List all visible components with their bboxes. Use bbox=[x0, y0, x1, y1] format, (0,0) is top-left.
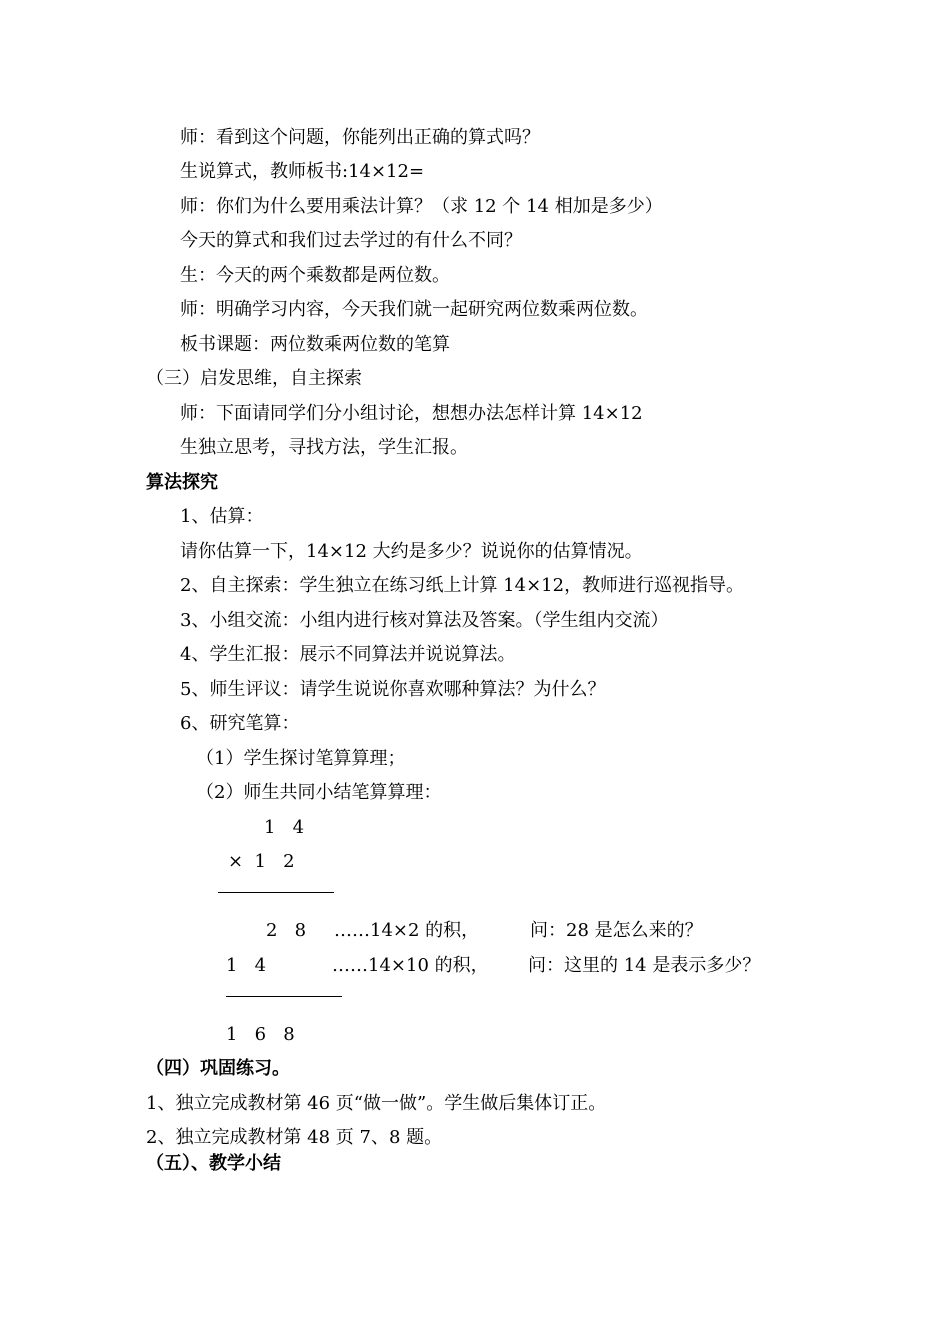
section-3-line-2: 生独立思考，寻找方法，学生汇报。 bbox=[180, 437, 468, 458]
dialogue-line-4: 今天的算式和我们过去学过的有什么不同？ bbox=[180, 230, 522, 251]
calc-row-partial-2-note: ……14×10 的积， bbox=[332, 955, 489, 976]
dialogue-line-3: 师：你们为什么要用乘法计算？（求 12 个 14 相加是多少） bbox=[180, 196, 663, 217]
section-4-item-2: 2、独立完成教材第 48 页 7、8 题。 bbox=[146, 1127, 443, 1148]
algorithm-step-2: 2、自主探索：学生独立在练习纸上计算 14×12，教师进行巡视指导。 bbox=[180, 575, 745, 596]
algorithm-step-3: 3、小组交流：小组内进行核对算法及答案。（学生组内交流） bbox=[180, 610, 669, 631]
algorithm-step-6-1: （1）学生探讨笔算算理； bbox=[196, 748, 406, 769]
calc-row-partial-1-question: 问：28 是怎么来的？ bbox=[530, 920, 703, 941]
dialogue-line-5: 生：今天的两个乘数都是两位数。 bbox=[180, 265, 450, 286]
algorithm-step-4: 4、学生汇报：展示不同算法并说说算法。 bbox=[180, 644, 516, 665]
calc-row-multiplicand: 1 4 bbox=[264, 817, 305, 838]
dialogue-line-1: 师：看到这个问题，你能列出正确的算式吗？ bbox=[180, 127, 540, 148]
section-3-heading: （三）启发思维，自主探索 bbox=[146, 368, 362, 389]
algorithm-step-1: 1、估算： bbox=[180, 506, 264, 527]
calc-row-product: 1 6 8 bbox=[226, 1024, 295, 1045]
dialogue-line-7: 板书课题：两位数乘两位数的笔算 bbox=[180, 334, 450, 355]
algorithm-step-6: 6、研究笔算： bbox=[180, 713, 300, 734]
calc-row-partial-1: 2 8 bbox=[266, 920, 307, 941]
section-4-heading: （四）巩固练习。 bbox=[146, 1058, 290, 1079]
calc-row-partial-1-note: ……14×2 的积， bbox=[334, 920, 480, 941]
calc-rule-2 bbox=[226, 996, 342, 997]
algorithm-step-6-2: （2）师生共同小结笔算算理： bbox=[196, 782, 442, 803]
section-3-line-1: 师：下面请同学们分小组讨论，想想办法怎样计算 14×12 bbox=[180, 403, 643, 424]
section-4-item-1: 1、独立完成教材第 46 页“做一做”。学生做后集体订正。 bbox=[146, 1093, 607, 1114]
calc-row-partial-2-question: 问：这里的 14 是表示多少？ bbox=[528, 955, 761, 976]
algorithm-step-1-body: 请你估算一下，14×12 大约是多少？说说你的估算情况。 bbox=[180, 541, 643, 562]
dialogue-line-6: 师：明确学习内容，今天我们就一起研究两位数乘两位数。 bbox=[180, 299, 648, 320]
algorithm-heading: 算法探究 bbox=[146, 472, 218, 493]
section-5-heading: （五）、教学小结 bbox=[146, 1153, 281, 1174]
algorithm-step-5: 5、师生评议：请学生说说你喜欢哪种算法？为什么？ bbox=[180, 679, 606, 700]
calc-row-multiplier: × 1 2 bbox=[228, 851, 295, 872]
calc-row-partial-2: 1 4 bbox=[226, 955, 267, 976]
calc-rule-1 bbox=[218, 892, 334, 893]
dialogue-line-2: 生说算式，教师板书:14×12= bbox=[180, 161, 425, 182]
